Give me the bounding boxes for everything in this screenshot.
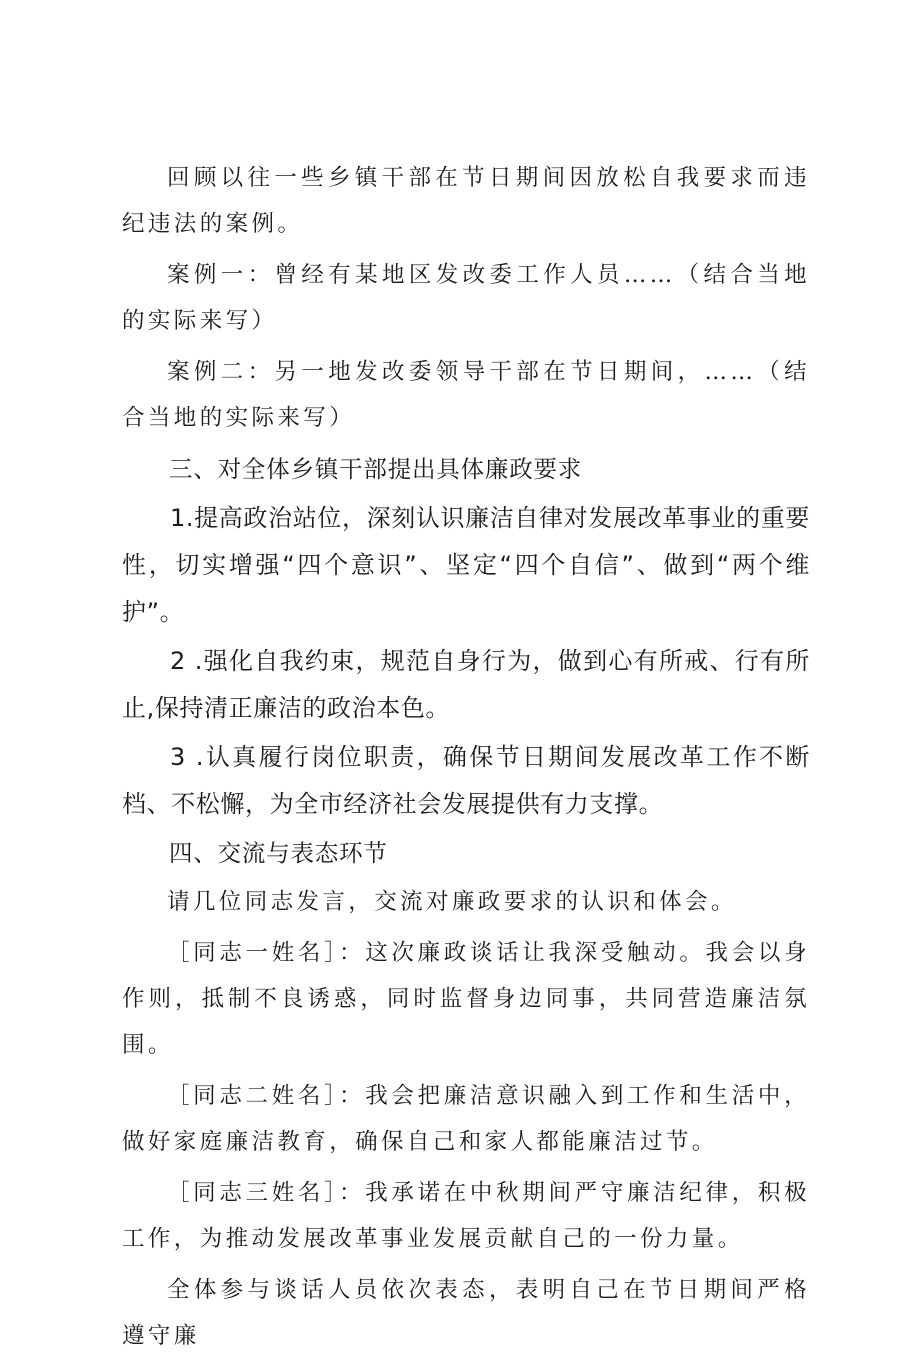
speaker-statement-1: ［同志一姓名］：这次廉政谈话让我深受触动。我会以身作则，抵制不良诱惑，同时监督身边同事，共同营造廉洁氛围。: [122, 940, 810, 1058]
speaker-statement-3: ［同志三姓名］：我承诺在中秋期间严守廉洁纪律，积极工作，为推动发展改革事业发展贡献自己的一份力量。: [122, 1180, 810, 1252]
requirement-item-3: 3 .认真履行岗位职责，确保节日期间发展改革工作不断档、不松懈，为全市经济社会发展提供有力支撑。: [122, 743, 810, 818]
paragraph-invite-speakers: 请几位同志发言，交流对廉政要求的认识和体会。: [167, 889, 737, 915]
paragraph-case-one: 案例一：曾经有某地区发改委工作人员……（结合当地的实际来写）: [122, 262, 810, 334]
paragraph-case-two: 案例二：另一地发改委领导干部在节日期间，……（结合当地的实际来写）: [122, 359, 810, 431]
section-heading-four: 四、交流与表态环节: [169, 839, 388, 867]
paragraph-case-review: 回顾以往一些乡镇干部在节日期间因放松自我要求而违纪违法的案例。: [122, 165, 810, 237]
section-heading-three: 三、对全体乡镇干部提出具体廉政要求: [169, 455, 583, 483]
requirement-item-1: 1.提高政治站位，深刻认识廉洁自律对发展改革事业的重要性，切实增强“四个意识”、坚定“四个自信”、做到“两个维护”。: [122, 504, 810, 626]
speaker-statement-2: ［同志二姓名］：我会把廉洁意识融入到工作和生活中，做好家庭廉洁教育，确保自己和家人都能廉洁过节。: [122, 1083, 810, 1155]
paragraph-all-pledge: 全体参与谈话人员依次表态，表明自己在节日期间严格遵守廉: [122, 1277, 810, 1349]
document-body: [122, 155, 810, 1364]
requirement-item-2: 2 .强化自我约束，规范自身行为，做到心有所戒、行有所止,保持清正廉洁的政治本色。: [122, 647, 810, 722]
